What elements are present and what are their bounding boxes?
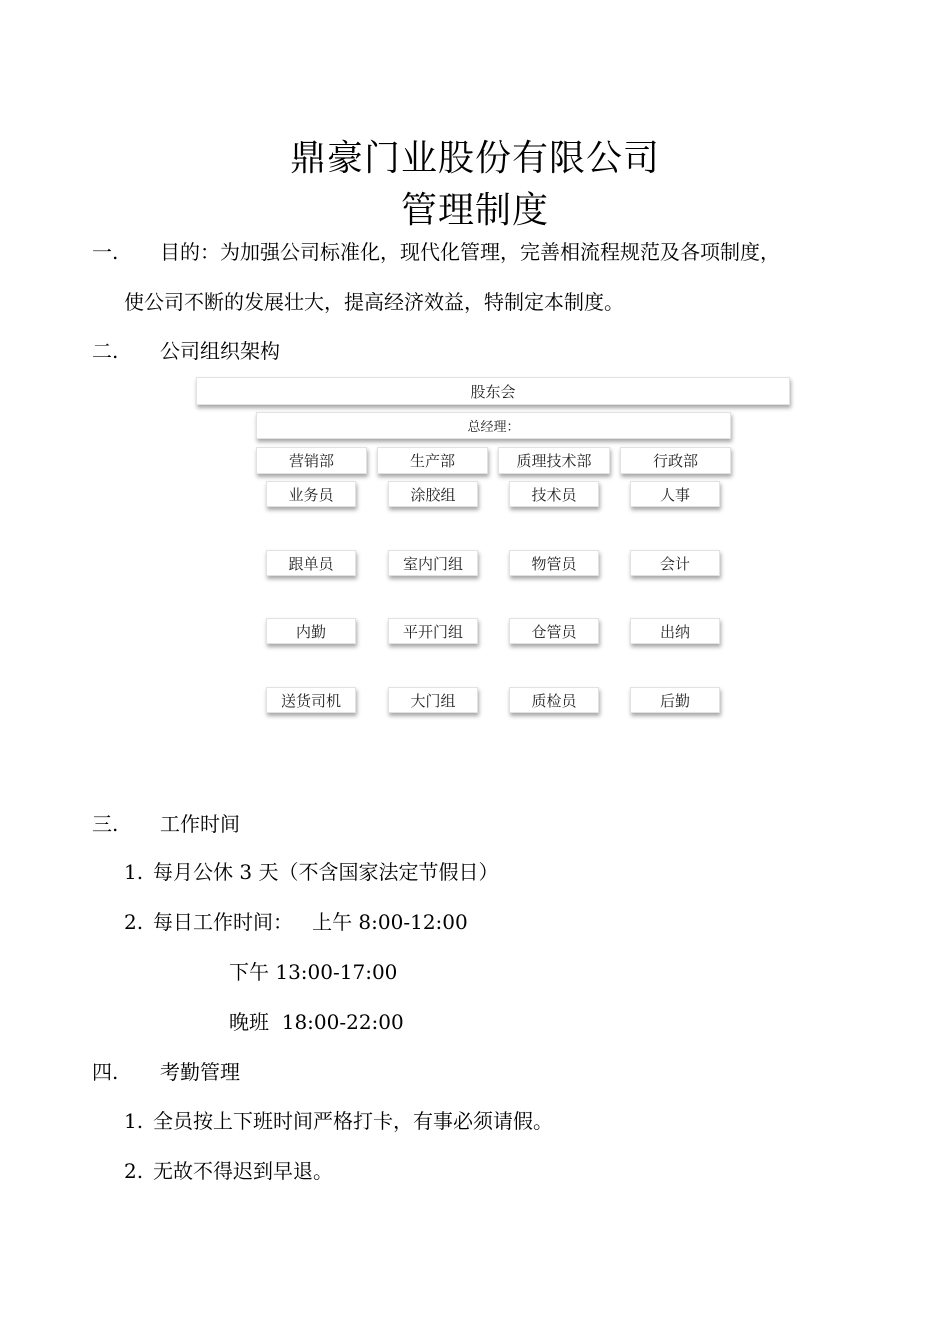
section-1-continuation: 使公司不断的发展壮大，提高经济效益，特制定本制度。 [124, 290, 624, 314]
org-dept-production: 生产部 [377, 447, 488, 474]
org-dept-quality-tech: 质理技术部 [498, 447, 610, 474]
section-3-number: 三. [92, 812, 119, 836]
list-item: 无故不得迟到早退。 [153, 1159, 333, 1183]
evening-hours: 晚班 18:00-22:00 [229, 1010, 404, 1034]
list-item-number: 1. [124, 1109, 144, 1133]
org-staff: 仓管员 [509, 618, 599, 644]
org-staff: 质检员 [509, 687, 599, 713]
list-item-number: 1. [124, 860, 144, 884]
org-staff: 送货司机 [266, 687, 356, 713]
section-2-number: 二. [92, 339, 119, 363]
org-staff: 室内门组 [388, 550, 478, 576]
section-2-heading: 公司组织架构 [160, 339, 280, 363]
list-item-number: 2. [124, 910, 144, 934]
org-staff: 涂胶组 [388, 481, 478, 507]
section-1-number: 一. [92, 240, 119, 264]
section-4-number: 四. [92, 1060, 119, 1084]
org-staff: 技术员 [509, 481, 599, 507]
org-staff: 业务员 [266, 481, 356, 507]
section-4-heading: 考勤管理 [160, 1060, 240, 1084]
org-dept-admin: 行政部 [620, 447, 731, 474]
org-staff: 跟单员 [266, 550, 356, 576]
org-staff: 会计 [630, 550, 720, 576]
document-title: 鼎豪门业股份有限公司 [289, 138, 660, 179]
list-item-number: 2. [124, 1159, 144, 1183]
org-staff: 后勤 [630, 687, 720, 713]
section-3-heading: 工作时间 [160, 812, 240, 836]
org-dept-marketing: 营销部 [256, 447, 367, 474]
org-staff: 平开门组 [388, 618, 478, 644]
list-item: 全员按上下班时间严格打卡，有事必须请假。 [153, 1109, 553, 1133]
org-staff: 出纳 [630, 618, 720, 644]
org-staff: 人事 [630, 481, 720, 507]
list-item: 每日工作时间： 上午 8:00-12:00 [153, 910, 468, 934]
org-staff: 内勤 [266, 618, 356, 644]
document-subtitle: 管理制度 [400, 190, 549, 231]
afternoon-hours: 下午 13:00-17:00 [229, 960, 398, 984]
org-node-shareholders: 股东会 [196, 377, 790, 405]
list-item: 每月公休 3 天（不含国家法定节假日） [153, 860, 499, 884]
org-node-general-manager: 总经理： [256, 412, 731, 439]
org-staff: 物管员 [509, 550, 599, 576]
section-1-text: 目的：为加强公司标准化，现代化管理，完善相流程规范及各项制度， [160, 240, 780, 264]
org-staff: 大门组 [388, 687, 478, 713]
